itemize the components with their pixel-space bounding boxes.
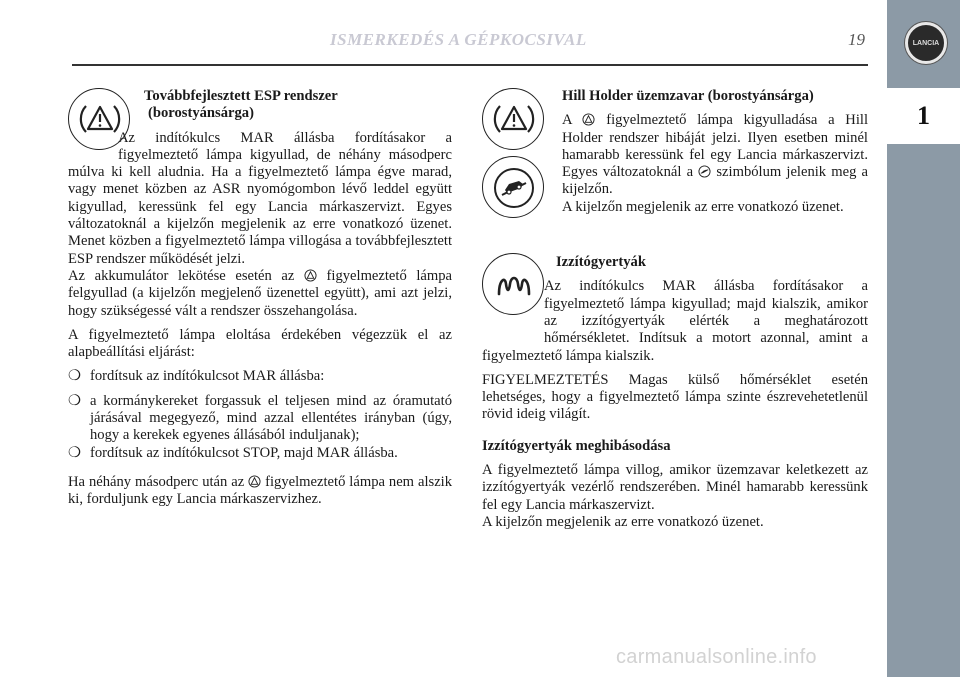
header-divider: [72, 64, 868, 66]
warning-triangle-icon: [248, 475, 261, 488]
esp-paragraph-1: Az indítókulcs MAR állásba fordításakor a figyelmeztető lámpa kigyullad, de néhány másodperc múlva ki kell aludnia. Ha a figyelmeztető lámpa égve marad, vagy menet közben az ASR nyomógombon lévő leddel együtt kigyullad, keressünk fel egy Lancia márkaszervizt. Egyes változatoknál a kijelzőn megjelenik az erre vonatkozó üzenet. Menet közben a figyelmeztető lámpa villogása a továbbfejlesztett ESP rendszer működését jelzi.: [68, 129, 452, 267]
chapter-tab[interactable]: [887, 88, 960, 144]
page-number: 19: [848, 30, 865, 49]
right-column: [482, 88, 868, 531]
hill-holder-icon: [698, 165, 711, 178]
page-header-title: ISMERKEDÉS A GÉPKOCSIVAL: [330, 30, 587, 49]
glow-plug-heading: Izzítógyertyák: [556, 254, 646, 271]
esp-heading: Továbbfejlesztett ESP rendszer: [144, 88, 338, 104]
watermark: carmanualsonline.info: [616, 646, 817, 668]
hill-holder-paragraph-2: A kijelzőn megjelenik az erre vonatkozó üzenet.: [562, 198, 844, 215]
esp-paragraph-4: Ha néhány másodperc után az figyelmeztető lámpa nem alszik ki, forduljunk egy Lancia márkaszervizhez.: [68, 473, 453, 508]
logo-text: LANCIA: [912, 39, 940, 47]
warning-triangle-icon: [582, 113, 595, 126]
list-item: ❍ fordítsuk az indítókulcsot STOP, majd MAR állásba.: [68, 444, 398, 461]
list-item: ❍ fordítsuk az indítókulcsot MAR állásba:: [68, 368, 325, 385]
hill-holder-paragraph-1: A figyelmeztető lámpa kigyulladása a Hill Holder rendszer hibáját jelzi. Ilyen esetben minél hamarabb keressünk fel egy Lancia márkaszervizt. Egyes változatoknál a szimbólum jelenik meg a kijelzőn.: [562, 112, 869, 198]
lancia-logo: [905, 22, 947, 64]
list-item: ❍ a kormánykereket forgassuk el teljesen mind az óramutató járásával megegyező, mind azzal ellentétes irányban (úgy, hogy a kerekek egyenes állásából induljanak);: [68, 392, 452, 444]
warning-triangle-icon: [304, 269, 317, 282]
left-column: [68, 88, 452, 509]
glow-plug-fault-heading: Izzítógyertyák meghibásodása: [482, 437, 671, 454]
esp-heading-sub: (borostyánsárga): [148, 105, 254, 122]
esp-paragraph-3: A figyelmeztető lámpa eloltása érdekében végezzük el az alapbeállítási eljárást:: [68, 326, 452, 361]
glow-plug-fault-paragraph-1: A figyelmeztető lámpa villog, amikor üzemzavar keletkezett az izzítógyertyák vezérlő rendszerében. Minél hamarabb keressünk fel egy Lancia márkaszervizt.: [482, 462, 868, 513]
glow-plug-paragraph-1: Az indítókulcs MAR állásba fordításakor a figyelmeztető lámpa kigyullad; majd kialszik, amikor az izzítógyertyák elérték a meghatározott hőmérsékletet. Indítsuk a motort azonnal, amint a figyelmeztető lámpa kialszik.: [482, 278, 868, 364]
chapter-number: 1: [917, 101, 930, 130]
esp-paragraph-2: Az akkumulátor lekötése esetén az figyelmeztető lámpa felgyullad (a kijelzőn megjelenő üzenettel együtt), ami azt jelzi, hogy szükségessé vált a rendszer összehangolása.: [68, 267, 453, 319]
glow-plug-fault-paragraph-2: A kijelzőn megjelenik az erre vonatkozó üzenet.: [482, 513, 764, 530]
hill-holder-heading: Hill Holder üzemzavar (borostyánsárga): [562, 88, 814, 104]
glow-plug-warning: FIGYELMEZTETÉS Magas külső hőmérséklet esetén lehetséges, hogy a figyelmeztető lámpa szinte észrevehetetlenül rövid ideig világít.: [482, 371, 868, 423]
